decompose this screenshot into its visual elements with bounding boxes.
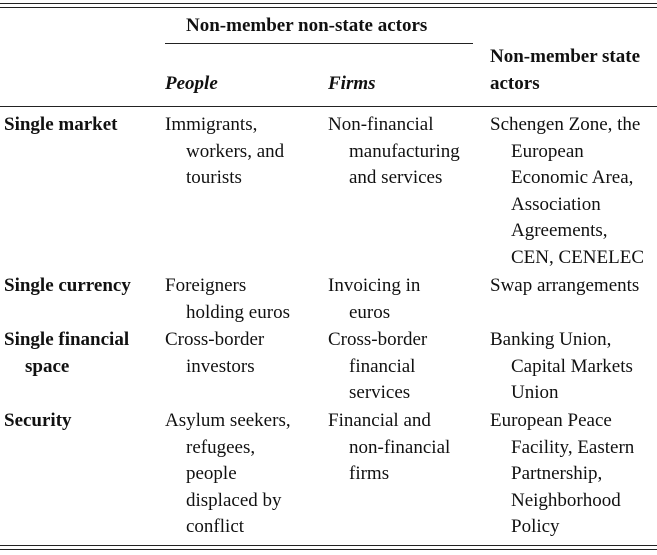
cell-line: Policy [511,516,560,537]
cell-single-currency-people [165,273,290,326]
cell-line: Foreigners [165,275,247,296]
cell-line: Partnership, [511,463,603,484]
cell-single-currency-state [490,273,639,300]
col-header-state-line: actors [490,72,540,94]
cell-line: investors [186,355,255,377]
cell-line: holding euros [186,301,290,323]
col-header-state-line: Non-member state [490,46,641,67]
cell-single-financial-space-state [490,327,633,407]
cell-line: European Peace [490,410,612,431]
cell-line: Union [511,382,559,403]
cell-line: Agreements, [511,220,608,241]
cell-line: euros [349,301,391,323]
row-label-line: Security [4,410,72,431]
cell-line: financial [349,355,416,377]
col-header-people: People [165,73,218,94]
cell-security-firms [328,408,450,488]
row-label-single-market [4,112,117,139]
row-label-security [4,408,72,435]
cell-single-market-people [165,112,284,192]
cell-line: Asylum seekers, [165,410,291,431]
group-header-rule [165,43,473,44]
cell-line: Non-financial [328,114,434,135]
cell-single-market-state [490,112,644,271]
cell-line: tourists [186,167,242,188]
cell-line: Swap arrangements [490,275,640,296]
cell-single-financial-space-people [165,327,264,380]
cell-line: Invoicing in [328,275,421,296]
cell-security-people [165,408,291,541]
row-label-line: space [25,355,70,377]
cell-line: displaced by [186,489,282,511]
cell-line: manufacturing [349,140,460,162]
cell-line: firms [349,463,390,484]
cell-line: Financial and [328,410,431,431]
row-label-line: Single market [4,114,118,135]
cell-line: European [511,140,584,162]
cell-line: CEN, CENELEC [511,246,644,268]
col-header-state [490,44,640,97]
row-label-line: Single currency [4,275,131,296]
top-rule-1 [0,3,657,4]
row-label-single-currency [4,273,131,300]
cell-line: Schengen Zone, the [490,114,641,135]
cell-line: Facility, Eastern [511,436,635,458]
cell-line: Capital Markets [511,355,633,377]
bottom-rule-2 [0,549,657,550]
cell-line: refugees, [186,436,256,458]
cell-single-financial-space-firms [328,327,427,407]
row-label-single-financial-space [4,327,129,380]
cell-line: non-financial [349,436,451,458]
bottom-rule-1 [0,545,657,546]
col-header-firms: Firms [328,73,376,94]
cell-line: Banking Union, [490,329,612,350]
row-label-line: Single financial [4,329,130,350]
cell-line: services [349,382,411,403]
cell-line: Cross-border [328,329,428,350]
header-rule [0,106,657,107]
cell-line: conflict [186,516,245,537]
cell-single-market-firms [328,112,460,192]
cell-line: workers, and [186,140,285,162]
cell-line: and services [349,167,443,188]
cell-line: Neighborhood [511,489,621,511]
top-rule-2 [0,7,657,8]
cell-line: Economic Area, [511,167,634,188]
cell-line: Immigrants, [165,114,258,135]
group-header: Non-member non-state actors [186,15,428,36]
cell-single-currency-firms [328,273,420,326]
cell-line: Cross-border [165,329,265,350]
cell-line: people [186,463,237,484]
cell-line: Association [511,193,601,215]
cell-security-state [490,408,634,541]
